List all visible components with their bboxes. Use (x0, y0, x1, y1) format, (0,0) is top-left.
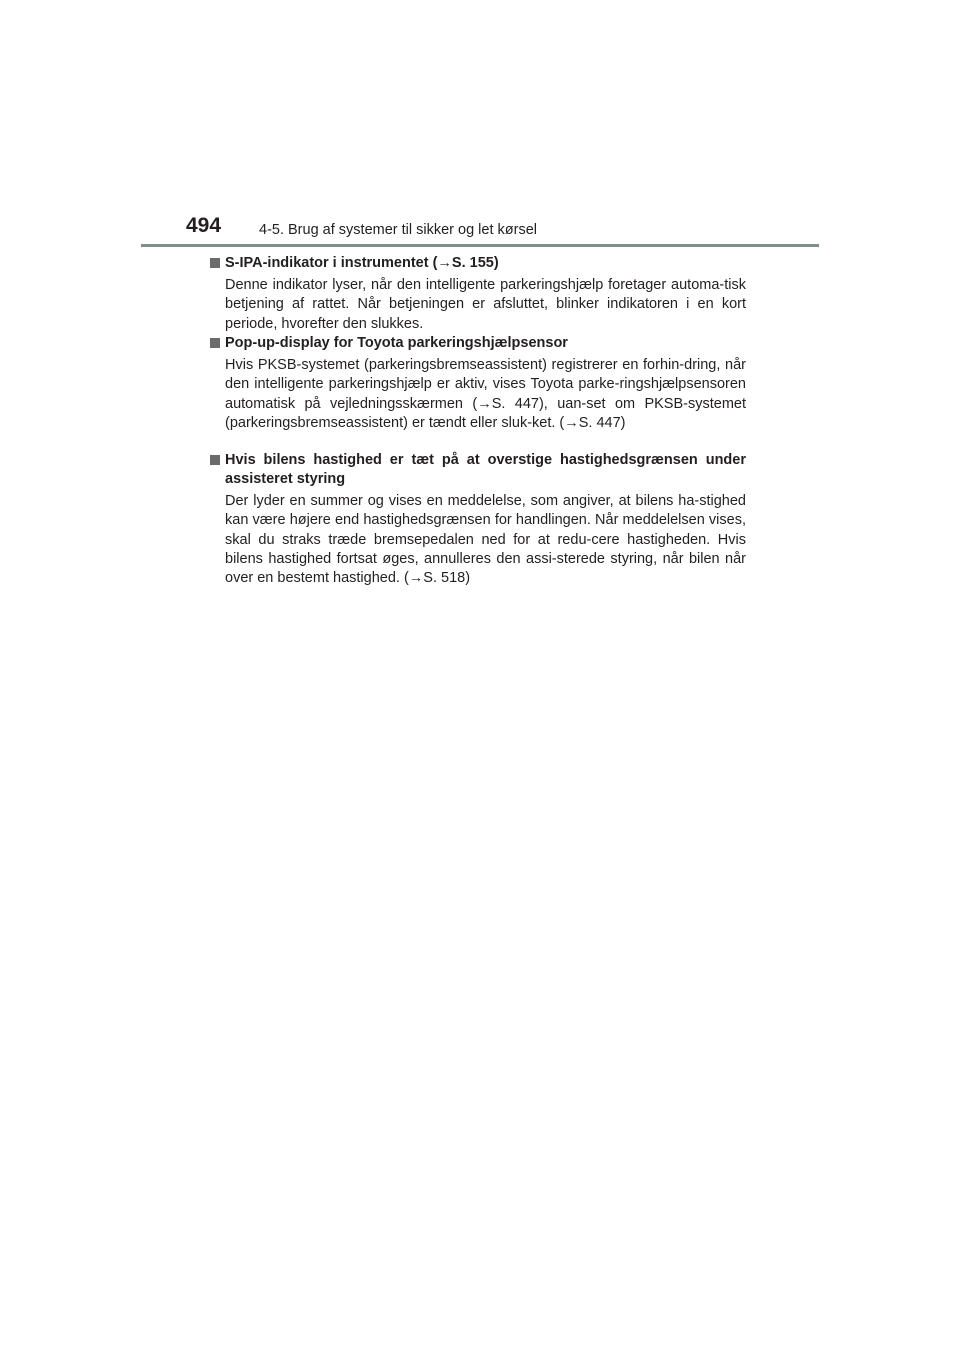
chapter-title: 4-5. Brug af systemer til sikker og let kørsel (259, 222, 537, 238)
section-speed-limit (210, 451, 746, 588)
body-text: Denne indikator lyser, når den intelligente parkeringshjælp foretager automa-tisk betjening af rattet. Når betjeningen er afsluttet, blinker indikatoren i en kort periode, hvorefter den slukkes. (225, 277, 746, 332)
header-rule (141, 244, 819, 247)
body-text: S. 447), uan-set om PKSB-systemet (parkeringsbremseassistent) er tændt eller sluk-ket. ( (225, 395, 746, 431)
arrow-right-icon: → (437, 255, 452, 271)
square-bullet-icon (210, 455, 220, 465)
arrow-right-icon: → (477, 395, 492, 412)
section-body (210, 276, 746, 334)
body-text: S. 518) (423, 570, 471, 587)
body-text: Der lyder en summer og vises en meddelelse, som angiver, at bilens ha-stighed kan være højere end hastighedsgrænsen for handlingen. Når meddelelsen vises, skal du straks træde bremsepedalen ned for at redu-cere hastigheden. Hvis bilens hastighed fortsat øges, annulleres den assi-sterede styring, når bilen når over en bestemt hastighed. ( (225, 493, 746, 587)
section-popup-display (210, 334, 746, 433)
square-bullet-icon (210, 258, 220, 268)
heading-text: Pop-up-display for Toyota parkeringshjælpsensor (225, 335, 568, 351)
arrow-right-icon: → (408, 570, 424, 587)
page-number: 494 (186, 214, 222, 237)
section-heading (210, 254, 746, 273)
arrow-right-icon: → (564, 414, 579, 431)
section-heading (210, 334, 746, 353)
section-s-ipa-indicator (210, 254, 746, 334)
page-reference: S. 155) (451, 255, 499, 271)
heading-text: Hvis bilens hastighed er tæt på at overstige hastighedsgrænsen under assisteret styring (225, 452, 746, 487)
body-text: S. 447) (578, 414, 626, 431)
section-heading (210, 451, 746, 489)
body-text: Hvis PKSB-systemet (parkeringsbremseassistent) registrerer en forhin-dring, når den intelligente parkeringshjælp er aktiv, vises Toyota parke-ringshjælpsensoren automatisk på vejledningsskærmen ( (225, 357, 746, 412)
section-body (210, 356, 746, 433)
section-body (210, 492, 746, 588)
heading-text: S-IPA-indikator i instrumentet ( (225, 255, 438, 271)
square-bullet-icon (210, 338, 220, 348)
